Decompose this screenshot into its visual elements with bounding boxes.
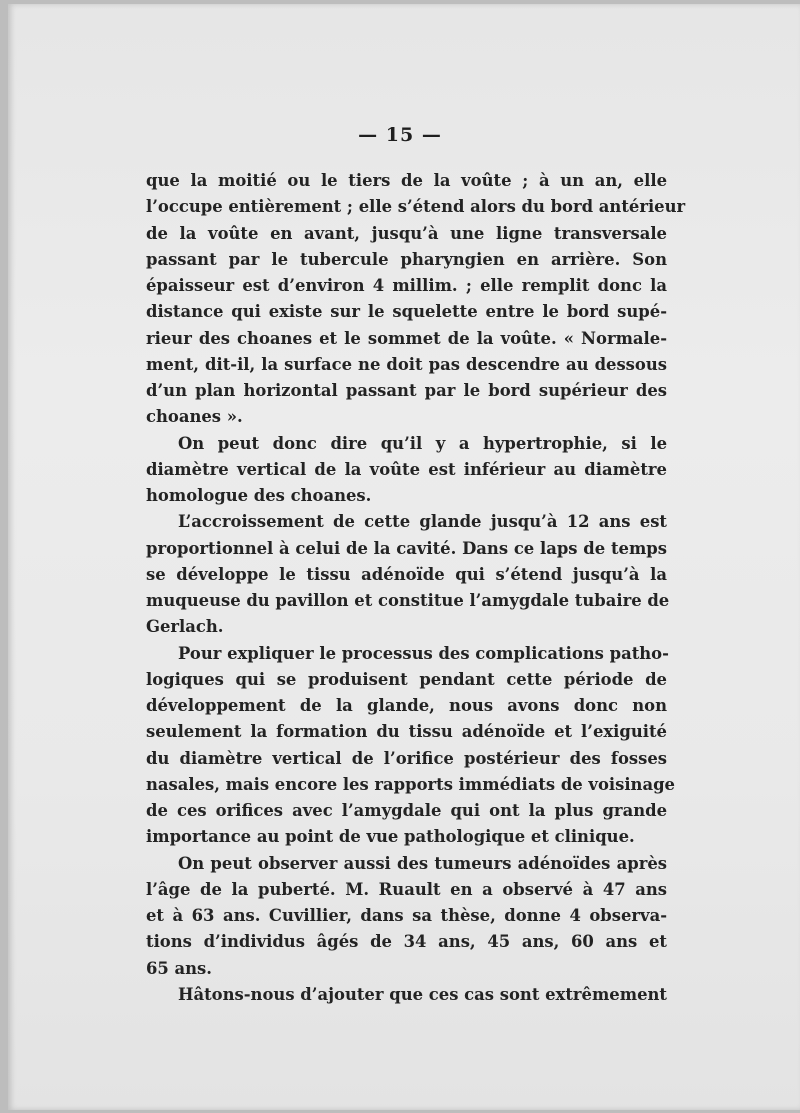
paragraph-first-line: On peut observer aussi des tumeurs adénoïdes après: [178, 853, 667, 873]
text-line: développement de la glande, nous avons donc non: [146, 696, 667, 715]
text-line: tions d’individus âgés de 34 ans, 45 ans, 60 ans et: [146, 932, 667, 952]
text-line: muqueuse du pavillon et constitue l’amygdale tubaire de: [146, 591, 670, 610]
text-line: distance qui existe sur le squelette entre le bord supé-: [146, 302, 667, 322]
text-line: et à 63 ans. Cuvillier, dans sa thèse, donne 4 observa-: [146, 906, 667, 925]
text-line: Gerlach.: [146, 617, 224, 637]
text-line: rieur des choanes et le sommet de la voûte. « Normale-: [146, 328, 667, 348]
text-line: l’âge de la puberté. M. Ruault en a observé à 47 ans: [146, 879, 667, 899]
body-text: [146, 168, 686, 1008]
paragraph-first-line: Hâtons-nous d’ajouter que ces cas sont extrêmement: [178, 984, 667, 1004]
text-line: homologue des choanes.: [146, 486, 372, 505]
text-line: l’occupe entièrement ; elle s’étend alors du bord antérieur: [146, 197, 686, 217]
paragraph-first-line: On peut donc dire qu’il y a hypertrophie, si le: [178, 433, 667, 453]
text-line: nasales, mais encore les rapports immédiats de voisinage: [146, 774, 675, 794]
paragraph-first-line: Pour expliquer le processus des complications patho-: [178, 643, 669, 663]
text-line: choanes ».: [146, 407, 243, 427]
text-line: d’un plan horizontal passant par le bord supérieur des: [146, 381, 667, 400]
text-line: de la voûte en avant, jusqu’à une ligne transversale: [146, 223, 667, 243]
text-line: 65 ans.: [146, 958, 212, 978]
text-line: diamètre vertical de la voûte est inférieur au diamètre: [146, 459, 667, 479]
paragraph-first-line: L’accroissement de cette glande jusqu’à 12 ans est: [178, 512, 667, 532]
text-line: du diamètre vertical de l’orifice postérieur des fosses: [146, 748, 667, 768]
text-line: seulement la formation du tissu adénoïde et l’exiguité: [146, 722, 667, 742]
text-line: se développe le tissu adénoïde qui s’étend jusqu’à la: [146, 564, 667, 584]
text-line: de ces orifices avec l’amygdale qui ont la plus grande: [146, 801, 667, 820]
text-line: passant par le tubercule pharyngien en arrière. Son: [146, 249, 667, 269]
text-line: épaisseur est d’environ 4 millim. ; elle remplit donc la: [146, 276, 667, 295]
text-line: proportionnel à celui de la cavité. Dans ce laps de temps: [146, 538, 667, 558]
text-line: logiques qui se produisent pendant cette période de: [146, 669, 667, 689]
text-line: ment, dit-il, la surface ne doit pas descendre au dessous: [146, 354, 667, 374]
text-line: que la moitié ou le tiers de la voûte ; à un an, elle: [146, 171, 667, 190]
text-line: importance au point de vue pathologique et clinique.: [146, 827, 635, 847]
page-number: — 15 —: [358, 124, 442, 146]
